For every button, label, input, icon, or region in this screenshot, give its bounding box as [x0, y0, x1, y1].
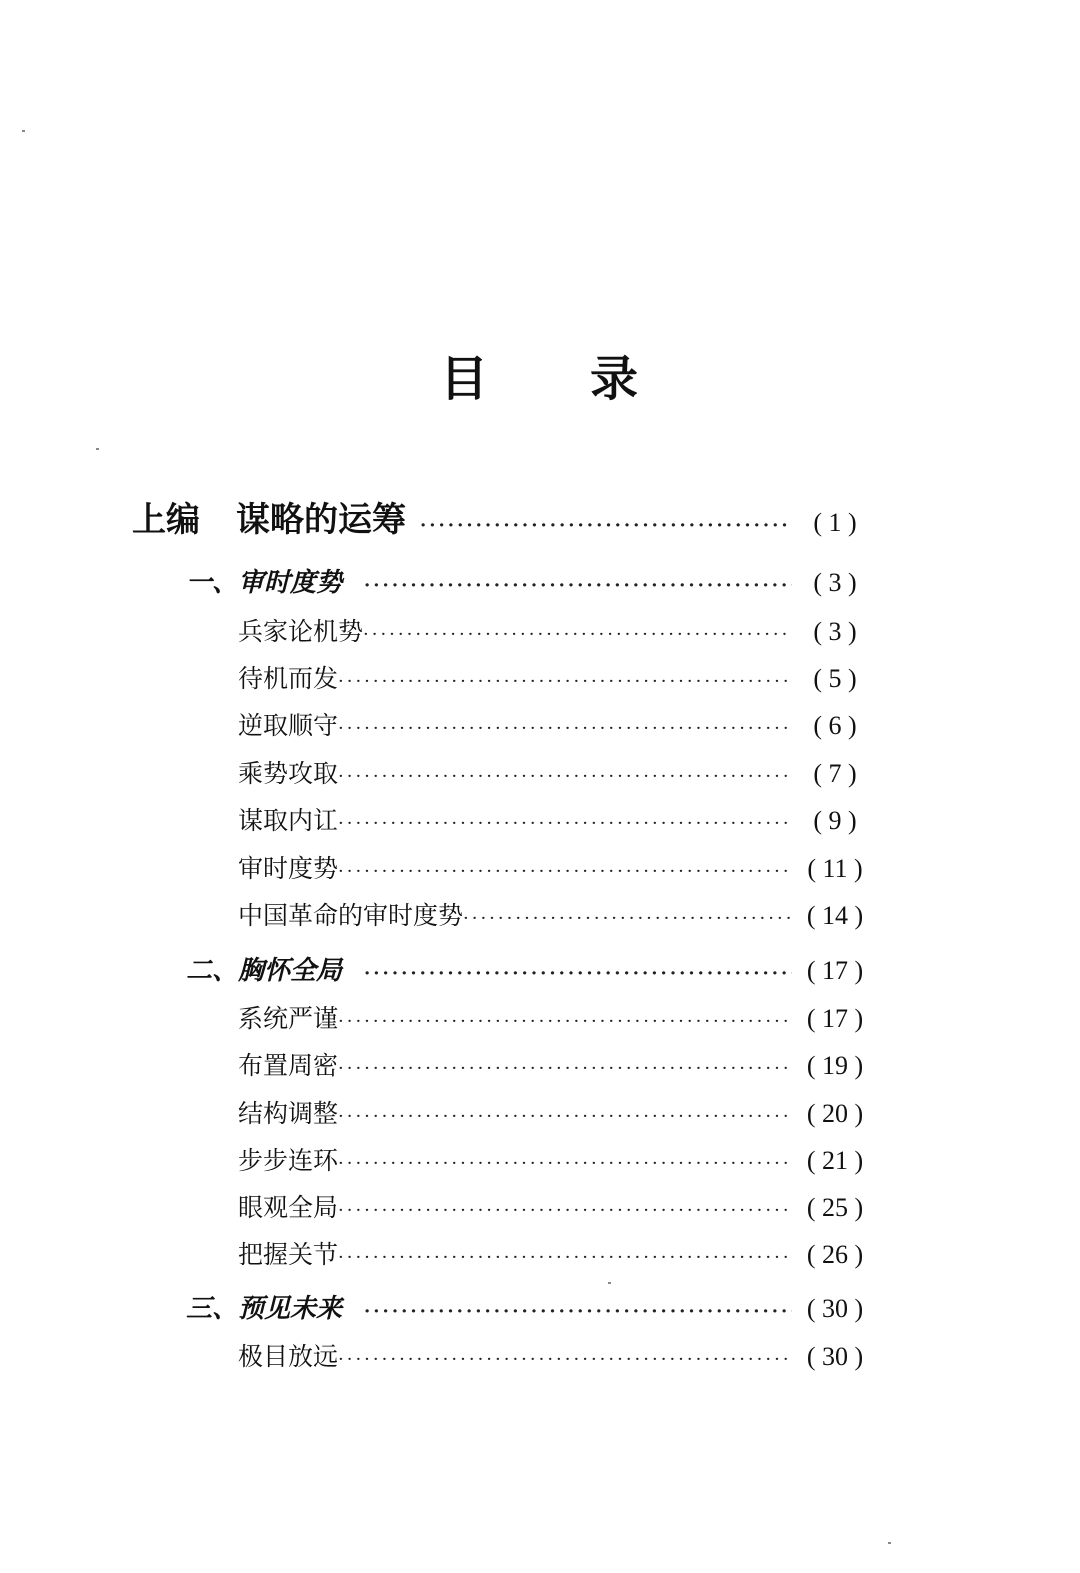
toc-entry-label: 逆取顺守: [238, 711, 339, 740]
toc-entry: [238, 1337, 872, 1373]
dot-leader: [338, 1011, 792, 1032]
toc-page-number: ( 30 ): [806, 1342, 864, 1371]
title-char-1: 目: [439, 351, 490, 407]
toc-entry: [238, 659, 872, 695]
toc-entry: [238, 1235, 872, 1271]
toc-entry: [238, 706, 872, 742]
dot-leader: [463, 908, 792, 929]
toc-entry-label: 布置周密: [238, 1051, 339, 1080]
toc-part-label: 上编 谋略的运筹: [132, 500, 406, 540]
dot-leader: [364, 963, 792, 984]
toc-chapter-heading: [186, 1288, 872, 1325]
toc-entry: [238, 1188, 872, 1224]
toc-page-number: ( 20 ): [806, 1099, 864, 1128]
toc-entry: [238, 1141, 872, 1177]
toc-entry: [238, 754, 872, 790]
toc-page-number: ( 25 ): [806, 1193, 864, 1222]
toc-chapter-label: 三、预见未来: [186, 1294, 343, 1324]
toc-entry: [238, 1046, 872, 1082]
toc-entry: [238, 896, 872, 932]
toc-entry-label: 兵家论机势: [238, 617, 364, 646]
toc-entry: [238, 1094, 872, 1130]
toc-entry-label: 系统严谨: [238, 1004, 339, 1033]
dot-leader: [338, 861, 792, 882]
toc-page-number: ( 6 ): [813, 711, 857, 740]
toc-entry: [238, 849, 872, 885]
dot-leader: [338, 1106, 792, 1127]
toc-entry-label: 乘势攻取: [238, 759, 339, 788]
scan-speck: [22, 130, 25, 132]
toc-page-number: ( 3 ): [813, 568, 857, 597]
toc-entry-label: 审时度势: [238, 854, 339, 883]
toc-page-number: ( 17 ): [806, 956, 864, 985]
dot-leader: [338, 1247, 792, 1268]
toc-entry: [238, 612, 872, 648]
toc-page-number: ( 19 ): [806, 1051, 864, 1080]
toc-entry-label: 待机而发: [238, 664, 339, 693]
toc-page-number: ( 5 ): [813, 664, 857, 693]
dot-leader: [364, 1301, 792, 1322]
toc-entry-label: 眼观全局: [238, 1193, 339, 1222]
toc-page-number: ( 17 ): [806, 1004, 864, 1033]
scan-speck: [96, 448, 99, 450]
toc-page-number: ( 9 ): [813, 806, 857, 835]
toc-chapter-label: 一、审时度势: [186, 568, 343, 598]
dot-leader: [420, 515, 792, 536]
dot-leader: [338, 813, 792, 834]
toc-entry-label: 步步连环: [238, 1146, 339, 1175]
scan-speck: [888, 1542, 891, 1544]
toc-page-number: ( 30 ): [806, 1294, 864, 1323]
toc-part-heading: [132, 492, 872, 541]
toc-entry-label: 极目放远: [238, 1342, 339, 1371]
title-char-2: 录: [590, 351, 641, 407]
dot-leader: [338, 766, 792, 787]
toc-page-number: ( 26 ): [806, 1240, 864, 1269]
toc-entry-label: 结构调整: [238, 1099, 339, 1128]
dot-leader: [338, 1200, 792, 1221]
toc-chapter-label: 二、胸怀全局: [186, 956, 343, 986]
toc-entry-label: 把握关节: [238, 1240, 339, 1269]
toc-page-number: ( 1 ): [813, 508, 857, 537]
scan-speck: [608, 1282, 611, 1284]
toc-entry-label: 谋取内讧: [238, 806, 339, 835]
toc-entry-label: 中国革命的审时度势: [238, 901, 464, 930]
dot-leader: [338, 1153, 792, 1174]
dot-leader: [338, 1349, 792, 1370]
toc-chapter-heading: [186, 562, 872, 599]
toc-page-number: ( 11 ): [807, 854, 863, 883]
dot-leader: [338, 1058, 792, 1079]
dot-leader: [363, 624, 792, 645]
toc-page-number: ( 7 ): [813, 759, 857, 788]
dot-leader: [338, 671, 792, 692]
toc-entry: [238, 801, 872, 837]
toc-page-number: ( 21 ): [806, 1146, 864, 1175]
toc-entry: [238, 999, 872, 1035]
toc-page-number: ( 14 ): [806, 901, 864, 930]
page-title: [0, 340, 1080, 409]
dot-leader: [364, 575, 792, 596]
dot-leader: [338, 718, 792, 739]
toc-chapter-heading: [186, 950, 872, 987]
toc-page-number: ( 3 ): [813, 617, 857, 646]
